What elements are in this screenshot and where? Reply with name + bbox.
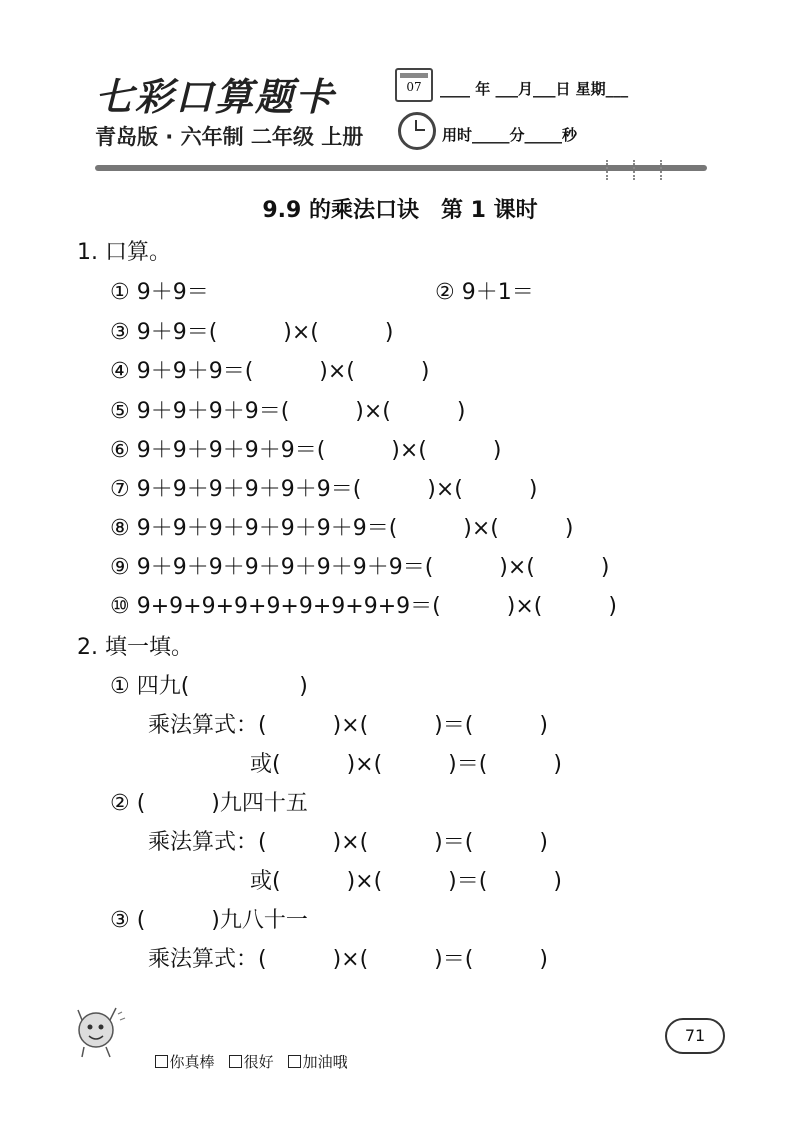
- rating-option-good[interactable]: 很好: [229, 1053, 274, 1071]
- fill-item-1-alt[interactable]: 或( )×( )＝( ): [250, 752, 562, 777]
- exercise-item[interactable]: ④ 9＋9＋9＝( )×( ): [110, 359, 430, 384]
- fill-item-3-formula[interactable]: 乘法算式：( )×( )＝( ): [148, 947, 548, 972]
- fill-item-3[interactable]: ③ ( )九八十一: [110, 908, 308, 933]
- page-number: 71: [665, 1018, 725, 1054]
- section-1-heading: 1. 口算。: [77, 240, 171, 265]
- date-fields[interactable]: ____ 年 ___月___日 星期___: [440, 80, 629, 98]
- fill-item-1-formula[interactable]: 乘法算式：( )×( )＝( ): [148, 713, 548, 738]
- time-fields[interactable]: 用时_____分_____秒: [442, 126, 578, 144]
- edition-label: 青岛版 · 六年制 二年级 上册: [95, 125, 364, 149]
- fill-item-1[interactable]: ① 四九( ): [110, 674, 308, 699]
- mascot-icon: [70, 1000, 130, 1060]
- header-divider: [95, 165, 707, 171]
- pin-icon: [633, 160, 641, 180]
- rating-options: [145, 1033, 362, 1072]
- lesson-title: 9.9 的乘法口诀 第 1 课时: [262, 198, 538, 223]
- fill-item-2[interactable]: ② ( )九四十五: [110, 791, 308, 816]
- exercise-2[interactable]: ② 9＋1＝: [435, 280, 534, 305]
- pin-icon: [606, 160, 614, 180]
- exercise-item[interactable]: ⑥ 9＋9＋9＋9＋9＝( )×( ): [110, 438, 502, 463]
- brand-title: 七彩口算题卡: [95, 74, 336, 119]
- clock-icon: [398, 112, 436, 150]
- exercise-item[interactable]: ③ 9＋9＝( )×( ): [110, 320, 394, 345]
- calendar-icon: [395, 68, 433, 102]
- fill-item-2-alt[interactable]: 或( )×( )＝( ): [250, 869, 562, 894]
- exercise-item[interactable]: ⑤ 9＋9＋9＋9＝( )×( ): [110, 399, 466, 424]
- checkbox-icon[interactable]: [288, 1055, 301, 1068]
- pin-icon: [660, 160, 668, 180]
- exercise-item[interactable]: ⑩ 9+9+9+9+9+9+9+9+9＝( )×( ): [110, 594, 617, 619]
- calendar-number: 07: [406, 80, 422, 94]
- fill-item-2-formula[interactable]: 乘法算式：( )×( )＝( ): [148, 830, 548, 855]
- checkbox-icon[interactable]: [229, 1055, 242, 1068]
- exercise-item[interactable]: ⑧ 9＋9＋9＋9＋9＋9＋9＝( )×( ): [110, 516, 574, 541]
- exercise-1[interactable]: ① 9＋9＝: [110, 280, 209, 305]
- exercise-item[interactable]: ⑨ 9＋9＋9＋9＋9＋9＋9＋9＝( )×( ): [110, 555, 610, 580]
- rating-option-keep-going[interactable]: 加油哦: [288, 1053, 348, 1071]
- exercise-item[interactable]: ⑦ 9＋9＋9＋9＋9＋9＝( )×( ): [110, 477, 538, 502]
- rating-option-great[interactable]: 你真棒: [155, 1053, 215, 1071]
- section-2-heading: 2. 填一填。: [77, 635, 193, 660]
- checkbox-icon[interactable]: [155, 1055, 168, 1068]
